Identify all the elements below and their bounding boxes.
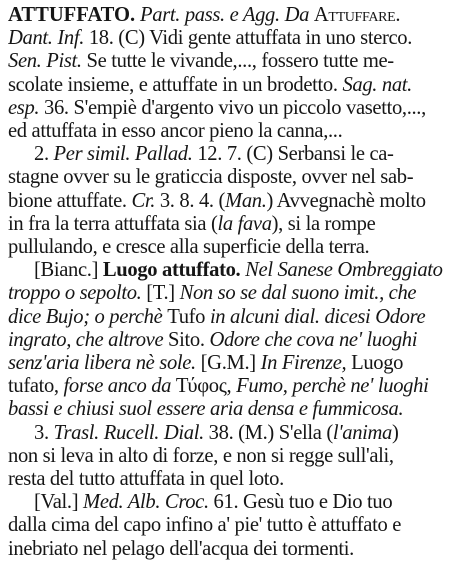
- text-run: ed attuffata in esso ancor pieno la canna,...: [8, 120, 343, 143]
- text-run: In Firenze,: [260, 352, 347, 375]
- text-run: ) Avvegnachè molto: [266, 189, 426, 212]
- text-run: ingrato, che altrove: [8, 328, 164, 351]
- text-line: [8, 27, 460, 50]
- text-run: Dant. Inf.: [8, 27, 85, 50]
- text-line: [8, 282, 460, 305]
- text-run: senz'aria libera nè sole.: [8, 352, 196, 375]
- text-run: Sag. nat.: [342, 73, 412, 96]
- text-run: in alcuni dial. dicesi Odore: [209, 305, 426, 328]
- text-run: dice Bujo; o perchè: [8, 305, 168, 328]
- text-run: [Bianc.]: [34, 259, 103, 282]
- text-run: la fava: [217, 212, 272, 235]
- text-run: [Val.]: [34, 491, 84, 514]
- text-line: [8, 538, 460, 561]
- text-run: tufato,: [8, 375, 64, 398]
- text-line: [8, 375, 460, 398]
- text-run: stagne ovver su le graticcia disposte, ovver nel sab-: [8, 166, 414, 189]
- text-run: 3.: [34, 421, 54, 444]
- text-run: Luogo: [346, 352, 404, 375]
- text-run: forse anco da: [63, 375, 172, 398]
- text-run: Tufo: [167, 305, 210, 328]
- text-run: 3. 8. 4. (: [155, 189, 226, 212]
- text-run: 2.: [34, 143, 54, 166]
- text-run: Luogo attuffato.: [102, 259, 241, 282]
- text-run: ATTUFFATO.: [8, 4, 136, 26]
- text-line: [8, 352, 460, 375]
- text-run: Man.: [225, 189, 267, 212]
- text-run: bione attuffate.: [8, 189, 132, 212]
- text-run: pullulando, e cresce alla superficie della terra.: [8, 236, 370, 259]
- text-line: [8, 97, 460, 120]
- text-line: [8, 236, 460, 259]
- text-run: ), si la rompe: [271, 212, 376, 235]
- text-run: Non so se dal suono imit., che: [179, 282, 417, 305]
- text-run: non si leva in alto di forze, e non si regge sull'ali,: [8, 444, 394, 467]
- text-line: [8, 329, 460, 352]
- text-run: Per simil. Pallad.: [53, 143, 193, 166]
- text-run: Odore che cova ne' luoghi: [209, 328, 418, 351]
- text-run: Nel Sanese Ombreggiato: [245, 259, 443, 282]
- text-run: Se tutte le vivande,..., fossero tutte me-: [81, 50, 394, 73]
- text-line: [8, 120, 460, 143]
- text-run: 36. S'empiè d'argento vivo un piccolo vasetto,...,: [39, 96, 426, 119]
- text-run: Fumo, perchè ne' luoghi: [236, 375, 429, 398]
- text-run: ): [392, 421, 399, 444]
- text-run: 12. 7. (C) Serbansi le ca-: [192, 143, 394, 166]
- text-line: [8, 445, 460, 468]
- text-line: [8, 398, 460, 421]
- bianc-sub-entry-line: [8, 259, 460, 282]
- text-run: 38. (M.) S'ella (: [203, 421, 333, 444]
- text-line: [8, 50, 460, 73]
- text-run: [T.]: [141, 282, 180, 305]
- sense-3-line: [8, 422, 460, 445]
- text-run: Τύφος,: [171, 375, 237, 398]
- text-run: Attuffare.: [313, 4, 401, 26]
- text-run: dalla cima del capo infino a' pie' tutto è attuffato e: [8, 514, 401, 537]
- text-line: [8, 514, 460, 537]
- text-run: Trasl. Rucell. Dial.: [53, 421, 204, 444]
- text-run: in fra la terra attuffata sia (: [8, 212, 218, 235]
- sense-2-line: [8, 143, 460, 166]
- text-run: Sito.: [163, 328, 210, 351]
- text-run: bassi e chiusi suol essere aria densa e fummicosa.: [8, 398, 404, 421]
- text-run: esp.: [8, 96, 40, 119]
- text-line: [8, 4, 460, 27]
- text-line: [8, 306, 460, 329]
- text-line: [8, 190, 460, 213]
- text-run: Sen. Pist.: [8, 50, 82, 73]
- text-run: Med. Alb. Croc.: [83, 491, 209, 514]
- text-line: [8, 166, 460, 189]
- text-run: Part. pass. e Agg. Da: [140, 4, 314, 26]
- text-run: troppo o sepolto.: [8, 282, 142, 305]
- text-run: resta del tutto attuffata in quel loto.: [8, 468, 284, 491]
- text-line: [8, 213, 460, 236]
- text-run: 61. Gesù tuo e Dio tuo: [208, 491, 393, 514]
- text-run: 18. (C) Vidi gente attuffata in uno sterco.: [84, 27, 413, 50]
- text-run: [G.M.]: [195, 352, 261, 375]
- text-run: Cr.: [131, 189, 156, 212]
- text-run: inebriato nel pelago dell'acqua dei tormenti.: [8, 537, 354, 560]
- text-run: l'anima: [332, 421, 393, 444]
- text-line: [8, 74, 460, 97]
- val-sub-entry-line: [8, 491, 460, 514]
- text-line: [8, 468, 460, 491]
- text-run: scolate insieme, e attuffate in un brodetto.: [8, 73, 343, 96]
